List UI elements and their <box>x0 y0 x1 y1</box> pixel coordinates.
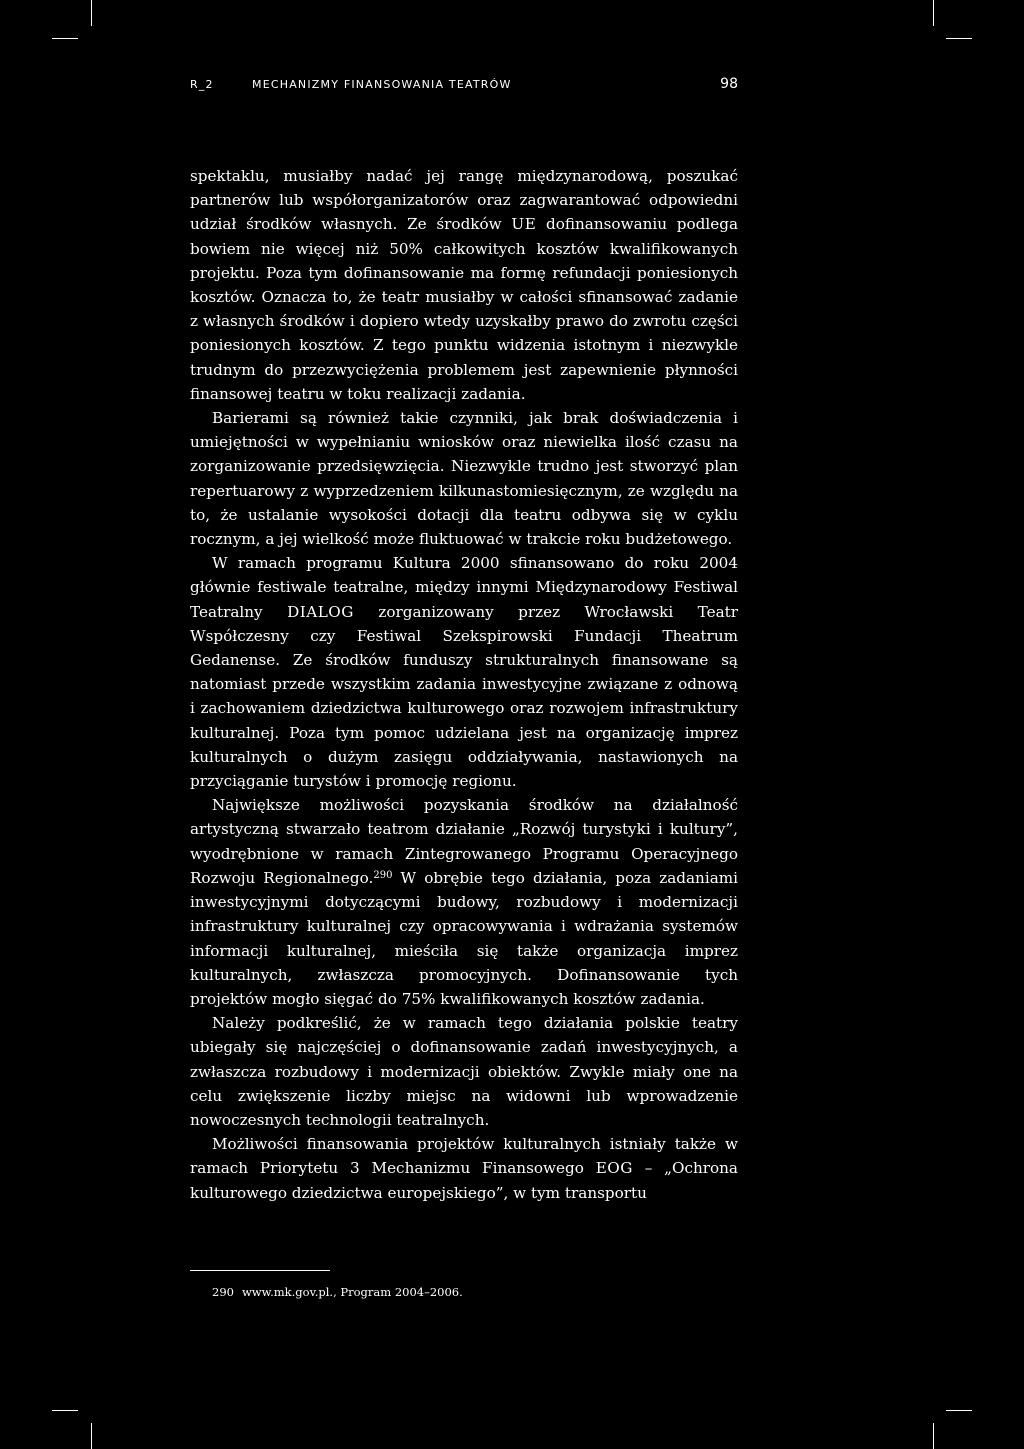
paragraph-2: Barierami są również takie czynniki, jak brak doświadczenia i umiejętności w wypełnianiu wniosków oraz niewielka ilość czasu na zorganizowanie przedsięwzięcia. Niezwykle trudno jest stworzyć plan repertuarowy z wyprzedzeniem kilkunastomiesięcznym, ze względu na to, że ustalanie wysokości dotacji dla teatru odbywa się w cyklu rocznym, a jej wielkość może fluktuować w trakcie roku budżetowego. <box>190 409 738 549</box>
chapter-label: R_2 <box>190 77 214 91</box>
abbr-dialog: DIALOG <box>287 602 354 621</box>
running-title: MECHANIZMY FINANSOWANIA TEATRÓW <box>252 77 512 91</box>
paragraph-3-part-b: zorganizowany przez Wrocławski Teatr Współczesny czy Festiwal Szekspirowski Fundacji Theatrum Gedanense. Ze środków funduszy strukturalnych finansowane są natomiast przede wszystkim zadania inwestycyjne związane z odnową i zachowaniem dziedzictwa kulturowego oraz rozwojem infrastruktury kulturalnej. Poza tym pomoc udzielana jest na organizację imprez kulturalnych o dużym zasięgu oddziaływania, nastawionych na przyciąganie turystów i promocję regionu. <box>190 602 738 791</box>
paragraph-1-part-a: spektaklu, musiałby nadać jej rangę międzynarodową, poszukać partnerów lub współorganizatorów oraz zagwarantować odpowiedni udział środków własnych. Ze środków <box>190 167 738 234</box>
body-text <box>190 164 738 1205</box>
crop-mark-top-left-horizontal <box>52 38 78 39</box>
page-number: 98 <box>720 76 738 92</box>
footnote-text: www.mk.gov.pl., Program 2004–2006. <box>241 1285 463 1299</box>
book-page <box>190 0 738 1449</box>
footnote-reference[interactable]: 290 <box>373 869 393 881</box>
crop-mark-bottom-right-horizontal <box>946 1410 972 1411</box>
paragraph-1 <box>190 164 738 406</box>
crop-mark-bottom-left-horizontal <box>52 1410 78 1411</box>
abbr-ue: UE <box>511 215 537 234</box>
running-header <box>190 75 738 93</box>
footnote-number: 290 <box>212 1285 234 1299</box>
paragraph-3 <box>190 551 738 793</box>
crop-mark-top-left-vertical <box>91 0 92 26</box>
paragraph-4 <box>190 793 738 1011</box>
crop-mark-bottom-left-vertical <box>91 1423 92 1449</box>
paragraph-6-part-a: Możliwości finansowania projektów kulturalnych istniały także w ramach Priorytetu 3 Mechanizmu Finansowego <box>190 1135 738 1178</box>
crop-mark-bottom-right-vertical <box>933 1423 934 1449</box>
abbr-eog: EOG <box>595 1159 633 1178</box>
paragraph-3-part-a: W ramach programu Kultura 2000 sfinansowano do roku 2004 głównie festiwale teatralne, między innymi Międzynarodowy Festiwal Teatralny <box>190 554 738 621</box>
paragraph-4-part-a: Największe możliwości pozyskania środków na działalność artystyczną stwarzało teatrom działanie „Rozwój turystyki i kultury”, wyodrębnione w ramach Zintegrowanego Programu Operacyjnego Rozwoju Regionalnego. <box>190 796 738 887</box>
paragraph-6 <box>190 1132 738 1205</box>
crop-mark-top-right-vertical <box>933 0 934 26</box>
paragraph-4-part-b: W obrębie tego działania, poza zadaniami inwestycyjnymi dotyczącymi budowy, rozbudowy i modernizacji infrastruktury kulturalnej czy opracowywania i wdrażania systemów informacji kulturalnej, mieściła się także organizacja imprez kulturalnych, zwłaszcza promocyjnych. Dofinansowanie tych projektów mogło sięgać do 75% kwalifikowanych kosztów zadania. <box>190 868 739 1008</box>
paragraph-1-part-b: dofinansowaniu podlega bowiem nie więcej niż 50% całkowitych kosztów kwalifikowanych projektu. Poza tym dofinansowanie ma formę refundacji poniesionych kosztów. Oznacza to, że teatr musiałby w całości sfinansować zadanie z własnych środków i dopiero wtedy uzyskałby prawo do zwrotu części poniesionych kosztów. Z tego punktu widzenia istotnym i niezwykle trudnym do przezwyciężenia problemem jest zapewnienie płynności finansowej teatru w toku realizacji zadania. <box>190 215 739 403</box>
paragraph-5: Należy podkreślić, że w ramach tego działania polskie teatry ubiegały się najczęściej o dofinansowanie zadań inwestycyjnych, a zwłaszcza rozbudowy i modernizacji obiektów. Zwykle miały one na celu zwiększenie liczby miejsc na widowni lub wprowadzenie nowoczesnych technologii teatralnych. <box>190 1014 738 1129</box>
crop-mark-top-right-horizontal <box>946 38 972 39</box>
footnote <box>212 1284 712 1300</box>
footnote-separator <box>190 1270 330 1271</box>
paragraph-6-part-b: – „Ochrona kulturowego dziedzictwa europejskiego”, w tym transportu <box>190 1159 738 1202</box>
